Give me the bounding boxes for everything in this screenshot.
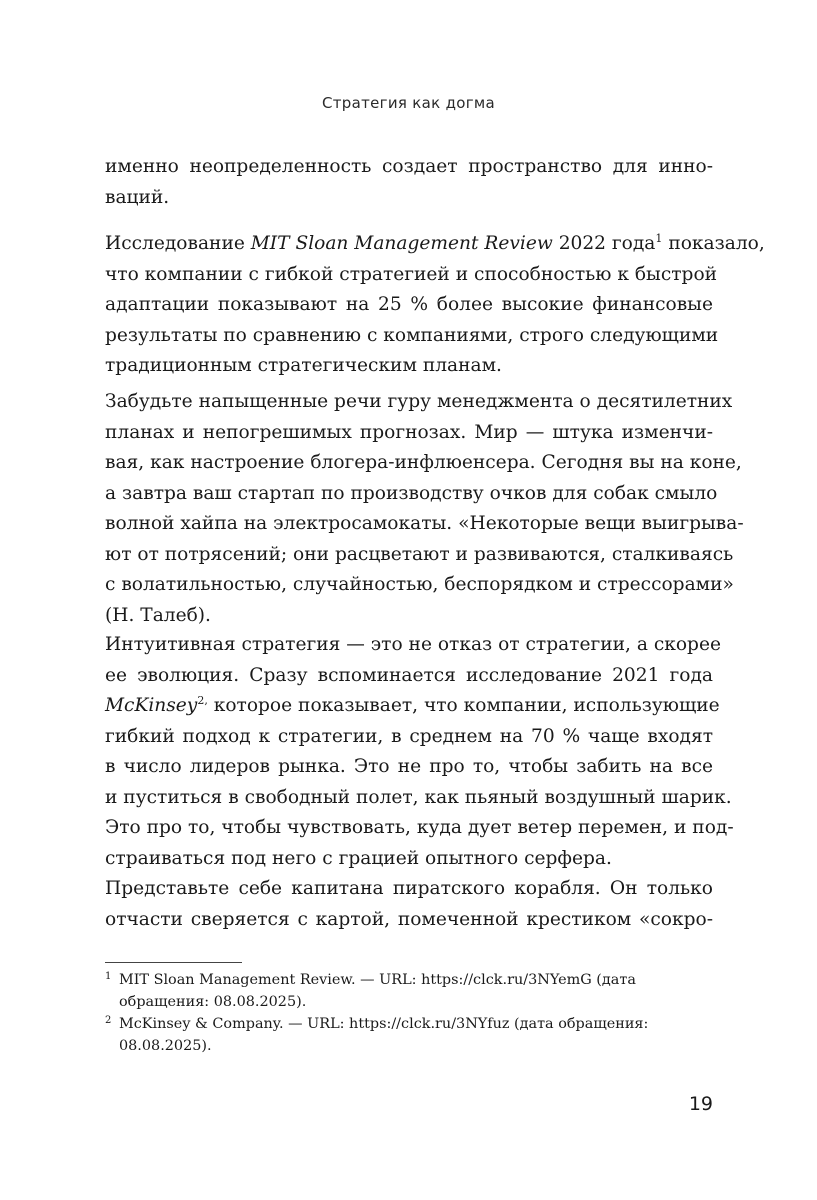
text-line: адаптации показывают на 25 % более высокие финансовые	[105, 294, 713, 315]
page-number: 19	[688, 1093, 713, 1115]
text-line: страиваться под него с грацией опытного серфера.	[105, 847, 612, 869]
footnote-divider	[105, 962, 242, 963]
footnote-2	[105, 1013, 715, 1057]
text-line: Это про то, чтобы чувствовать, куда дует ветер перемен, и под-	[105, 817, 734, 838]
text-line: и пуститься в свободный полет, как пьяный воздушный шарик.	[105, 786, 732, 808]
text-line: отчасти сверяется с картой, помеченной крестиком «сокро-	[105, 908, 713, 930]
text-line: Представьте себе капитана пиратского корабля. Он только	[105, 878, 713, 899]
paragraph-5	[105, 874, 713, 949]
text-line: традиционным стратегическим планам.	[105, 355, 502, 376]
paragraph-4	[105, 630, 734, 888]
text-line: McKinsey$^{2,}$ которое показывает, что компании, использующие	[105, 693, 720, 716]
text-line: (Н. Талеб).	[105, 604, 211, 626]
journal-title: MIT Sloan Management Review	[250, 233, 553, 254]
text-line: гибкий подход к стратегии, в среднем на 70 % чаще входят	[105, 725, 713, 747]
text-line: результаты по сравнению с компаниями, строго следующими	[105, 324, 719, 346]
text-line: ваций.	[105, 186, 170, 208]
text-line: ют от потрясений; они расцветают и развиваются, сталкиваясь	[105, 543, 734, 565]
footnote-ref-1[interactable]: 1	[655, 231, 663, 245]
text-line: планах и непогрешимых прогнозах. Мир — штука изменчи-	[105, 421, 713, 443]
footnotes	[105, 969, 715, 1057]
text-line: что компании с гибкой стратегией и способностью к быстрой	[105, 263, 718, 285]
paragraph-1	[105, 152, 713, 227]
text-line: Исследование MIT Sloan Management Review 2022 года$^1$ показало,	[105, 231, 765, 254]
footnote-text: McKinsey & Company. — URL: https://clck.ru/3NYfuz (дата обращения: 08.08.2025).	[119, 1016, 649, 1054]
footnote-text: MIT Sloan Management Review. — URL: https://clck.ru/3NYemG (дата обращения: 08.08.2025).	[119, 972, 636, 1010]
footnote-number: 1	[105, 971, 112, 982]
text-line: с волатильностью, случайностью, беспорядком и стрессорами»	[105, 574, 734, 595]
text-line: именно неопределенность создает пространство для инно-	[105, 156, 713, 177]
text-line: волной хайпа на электросамокаты. «Некоторые вещи выигрыва-	[105, 513, 744, 534]
text-line: ее эволюция. Сразу вспоминается исследование 2021 года	[105, 664, 713, 686]
text-line: а завтра ваш стартап по производству очков для собак смыло	[105, 482, 718, 504]
text-line: Забудьте напыщенные речи гуру менеджмента о десятилетних	[105, 391, 733, 412]
paragraph-3	[105, 387, 744, 645]
footnote-number: 2	[105, 1015, 112, 1026]
company-name: McKinsey	[105, 695, 198, 716]
text-line: Интуитивная стратегия — это не отказ от стратегии, а скорее	[105, 634, 721, 655]
text-line: вая, как настроение блогера-инфлюенсера. Сегодня вы на коне,	[105, 452, 742, 473]
footnote-ref-2[interactable]: 2,	[197, 693, 208, 707]
footnote-1	[105, 969, 715, 1013]
paragraph-2	[105, 229, 765, 396]
text-line: в число лидеров рынка. Это не про то, чтобы забить на все	[105, 756, 713, 777]
running-head: Стратегия как догма	[321, 94, 496, 112]
